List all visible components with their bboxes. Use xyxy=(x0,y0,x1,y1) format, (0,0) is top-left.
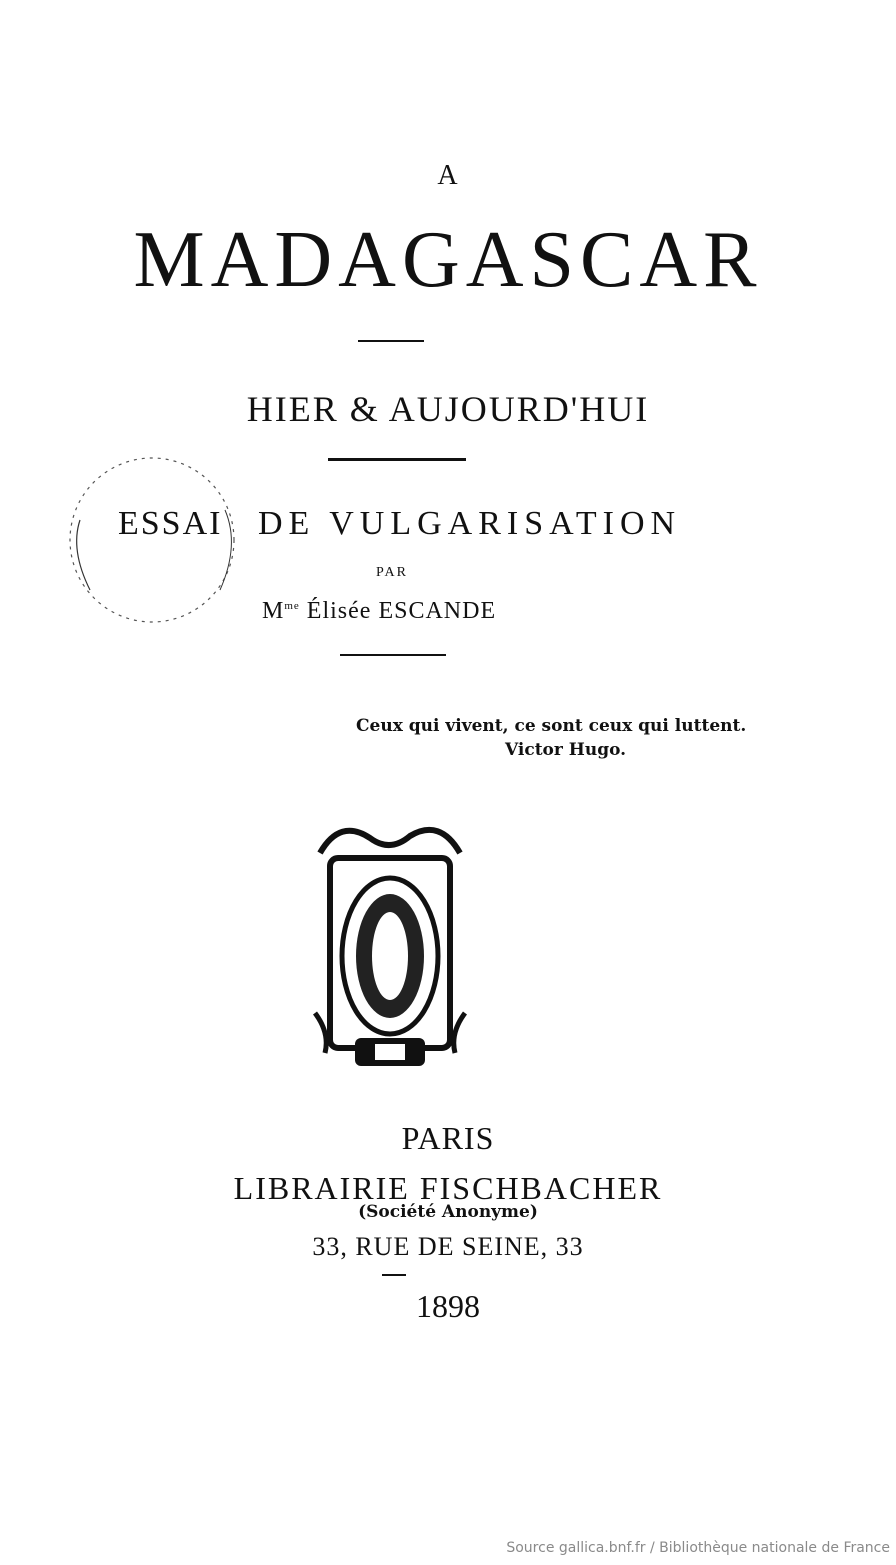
source-credit: Source gallica.bnf.fr / Bibliothèque nationale de France xyxy=(506,1540,890,1556)
author-prefix-sup: me xyxy=(284,600,300,612)
publisher: LIBRAIRIE FISCHBACHER xyxy=(233,1170,663,1206)
epigraph: Ceux qui vivent, ce sont ceux qui luttent. xyxy=(356,716,747,736)
divider-rule xyxy=(328,458,466,461)
author-prefix: M xyxy=(262,598,285,624)
publication-year: 1898 xyxy=(416,1288,480,1324)
publisher-emblem-icon xyxy=(310,818,470,1073)
pre-title: A xyxy=(437,160,459,191)
author-line xyxy=(262,598,496,625)
by-label: PAR xyxy=(376,565,408,580)
divider-rule xyxy=(340,654,446,656)
divider-rule xyxy=(358,340,424,342)
book-subtitle: HIER & AUJOURD'HUI xyxy=(246,389,650,429)
essay-line: DE VULGARISATION xyxy=(258,505,682,542)
book-title: MADAGASCAR xyxy=(133,216,763,304)
publisher-note: (Société Anonyme) xyxy=(358,1202,538,1222)
essay-word: ESSAI xyxy=(118,505,223,542)
publisher-address: 33, RUE DE SEINE, 33 xyxy=(312,1232,584,1261)
city: PARIS xyxy=(401,1120,495,1156)
epigraph-author: Victor Hugo. xyxy=(505,740,627,760)
divider-rule xyxy=(382,1274,406,1276)
author-name: Élisée ESCANDE xyxy=(306,598,497,624)
